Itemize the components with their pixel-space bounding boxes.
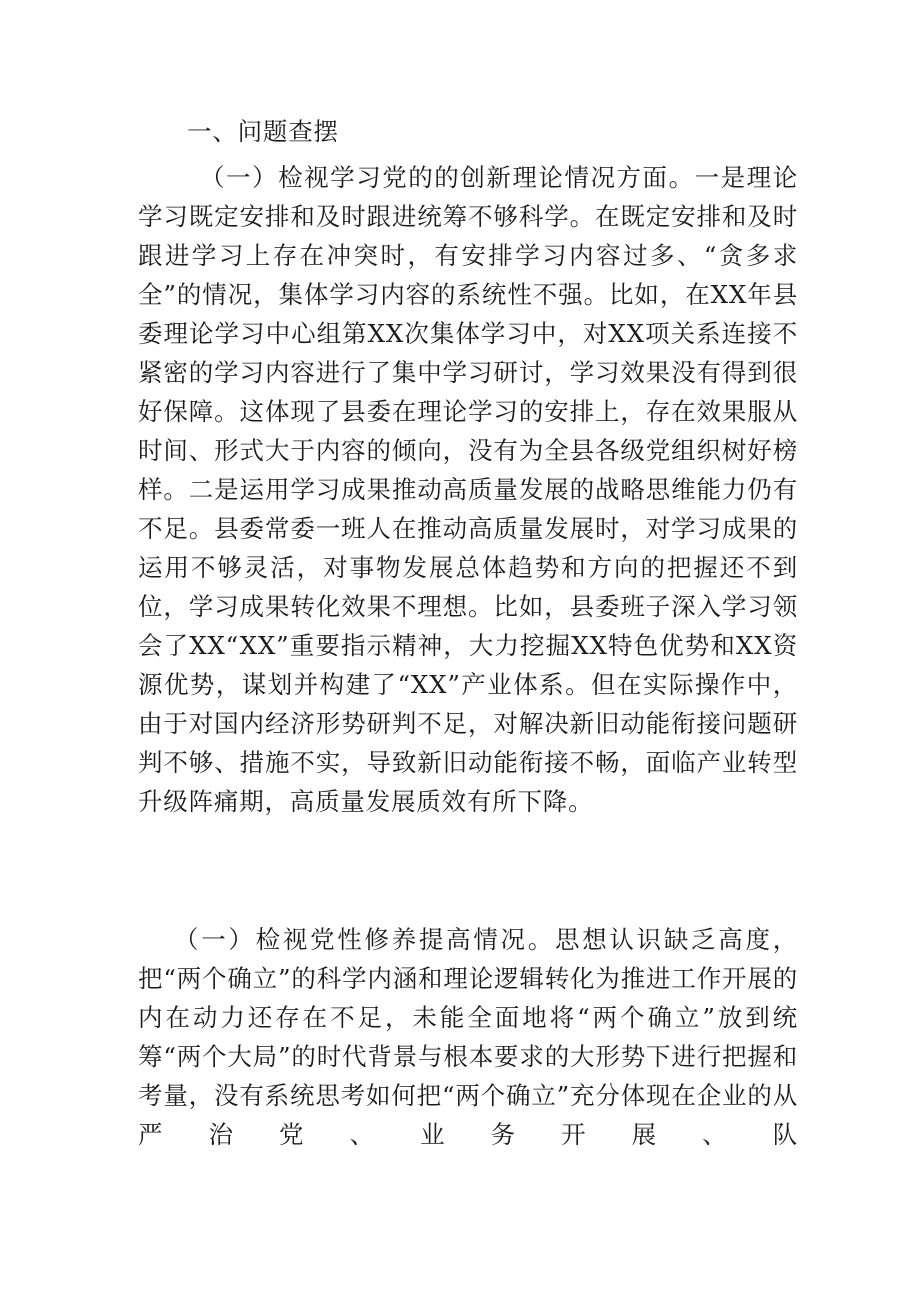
paragraph-party-spirit: （一）检视党性修养提高情况。思想认识缺乏高度，把“两个确立”的科学内涵和理论逻辑转化为推进工作开展的内在动力还存在不足，未能全面地将“两个确立”放到统筹“两个大局”的时代背景与根本要求的大形势下进行把握和考量，没有系统思考如何把“两个确立”充分体现在企业的从严治党、业务开展、队 (138, 925, 798, 1149)
paragraph-study-theory: （一）检视学习党的的创新理论情况方面。一是理论学习既定安排和及时跟进统筹不够科学。在既定安排和及时跟进学习上存在冲突时，有安排学习内容过多、“贪多求全”的情况，集体学习内容的系统性不强。比如，在XX年县委理论学习中心组第XX次集体学习中，对XX项关系连接不紧密的学习内容进行了集中学习研讨，学习效果没有得到很好保障。这体现了县委在理论学习的安排上，存在效果服从时间、形式大于内容的倾向，没有为全县各级党组织树好榜样。二是运用学习成果推动高质量发展的战略思维能力仍有不足。县委常委一班人在推动高质量发展时，对学习成果的运用不够灵活，对事物发展总体趋势和方向的把握还不到位，学习成果转化效果不理想。比如，县委班子深入学习领会了XX“XX”重要指示精神，大力挖掘XX特色优势和XX资源优势，谋划并构建了“XX”产业体系。但在实际操作中，由于对国内经济形势研判不足，对解决新旧动能衔接问题研判不够、措施不实，导致新旧动能衔接不畅，面临产业转型升级阵痛期，高质量发展质效有所下降。 (138, 163, 799, 816)
section-heading: 一、问题查摆 (187, 117, 339, 146)
